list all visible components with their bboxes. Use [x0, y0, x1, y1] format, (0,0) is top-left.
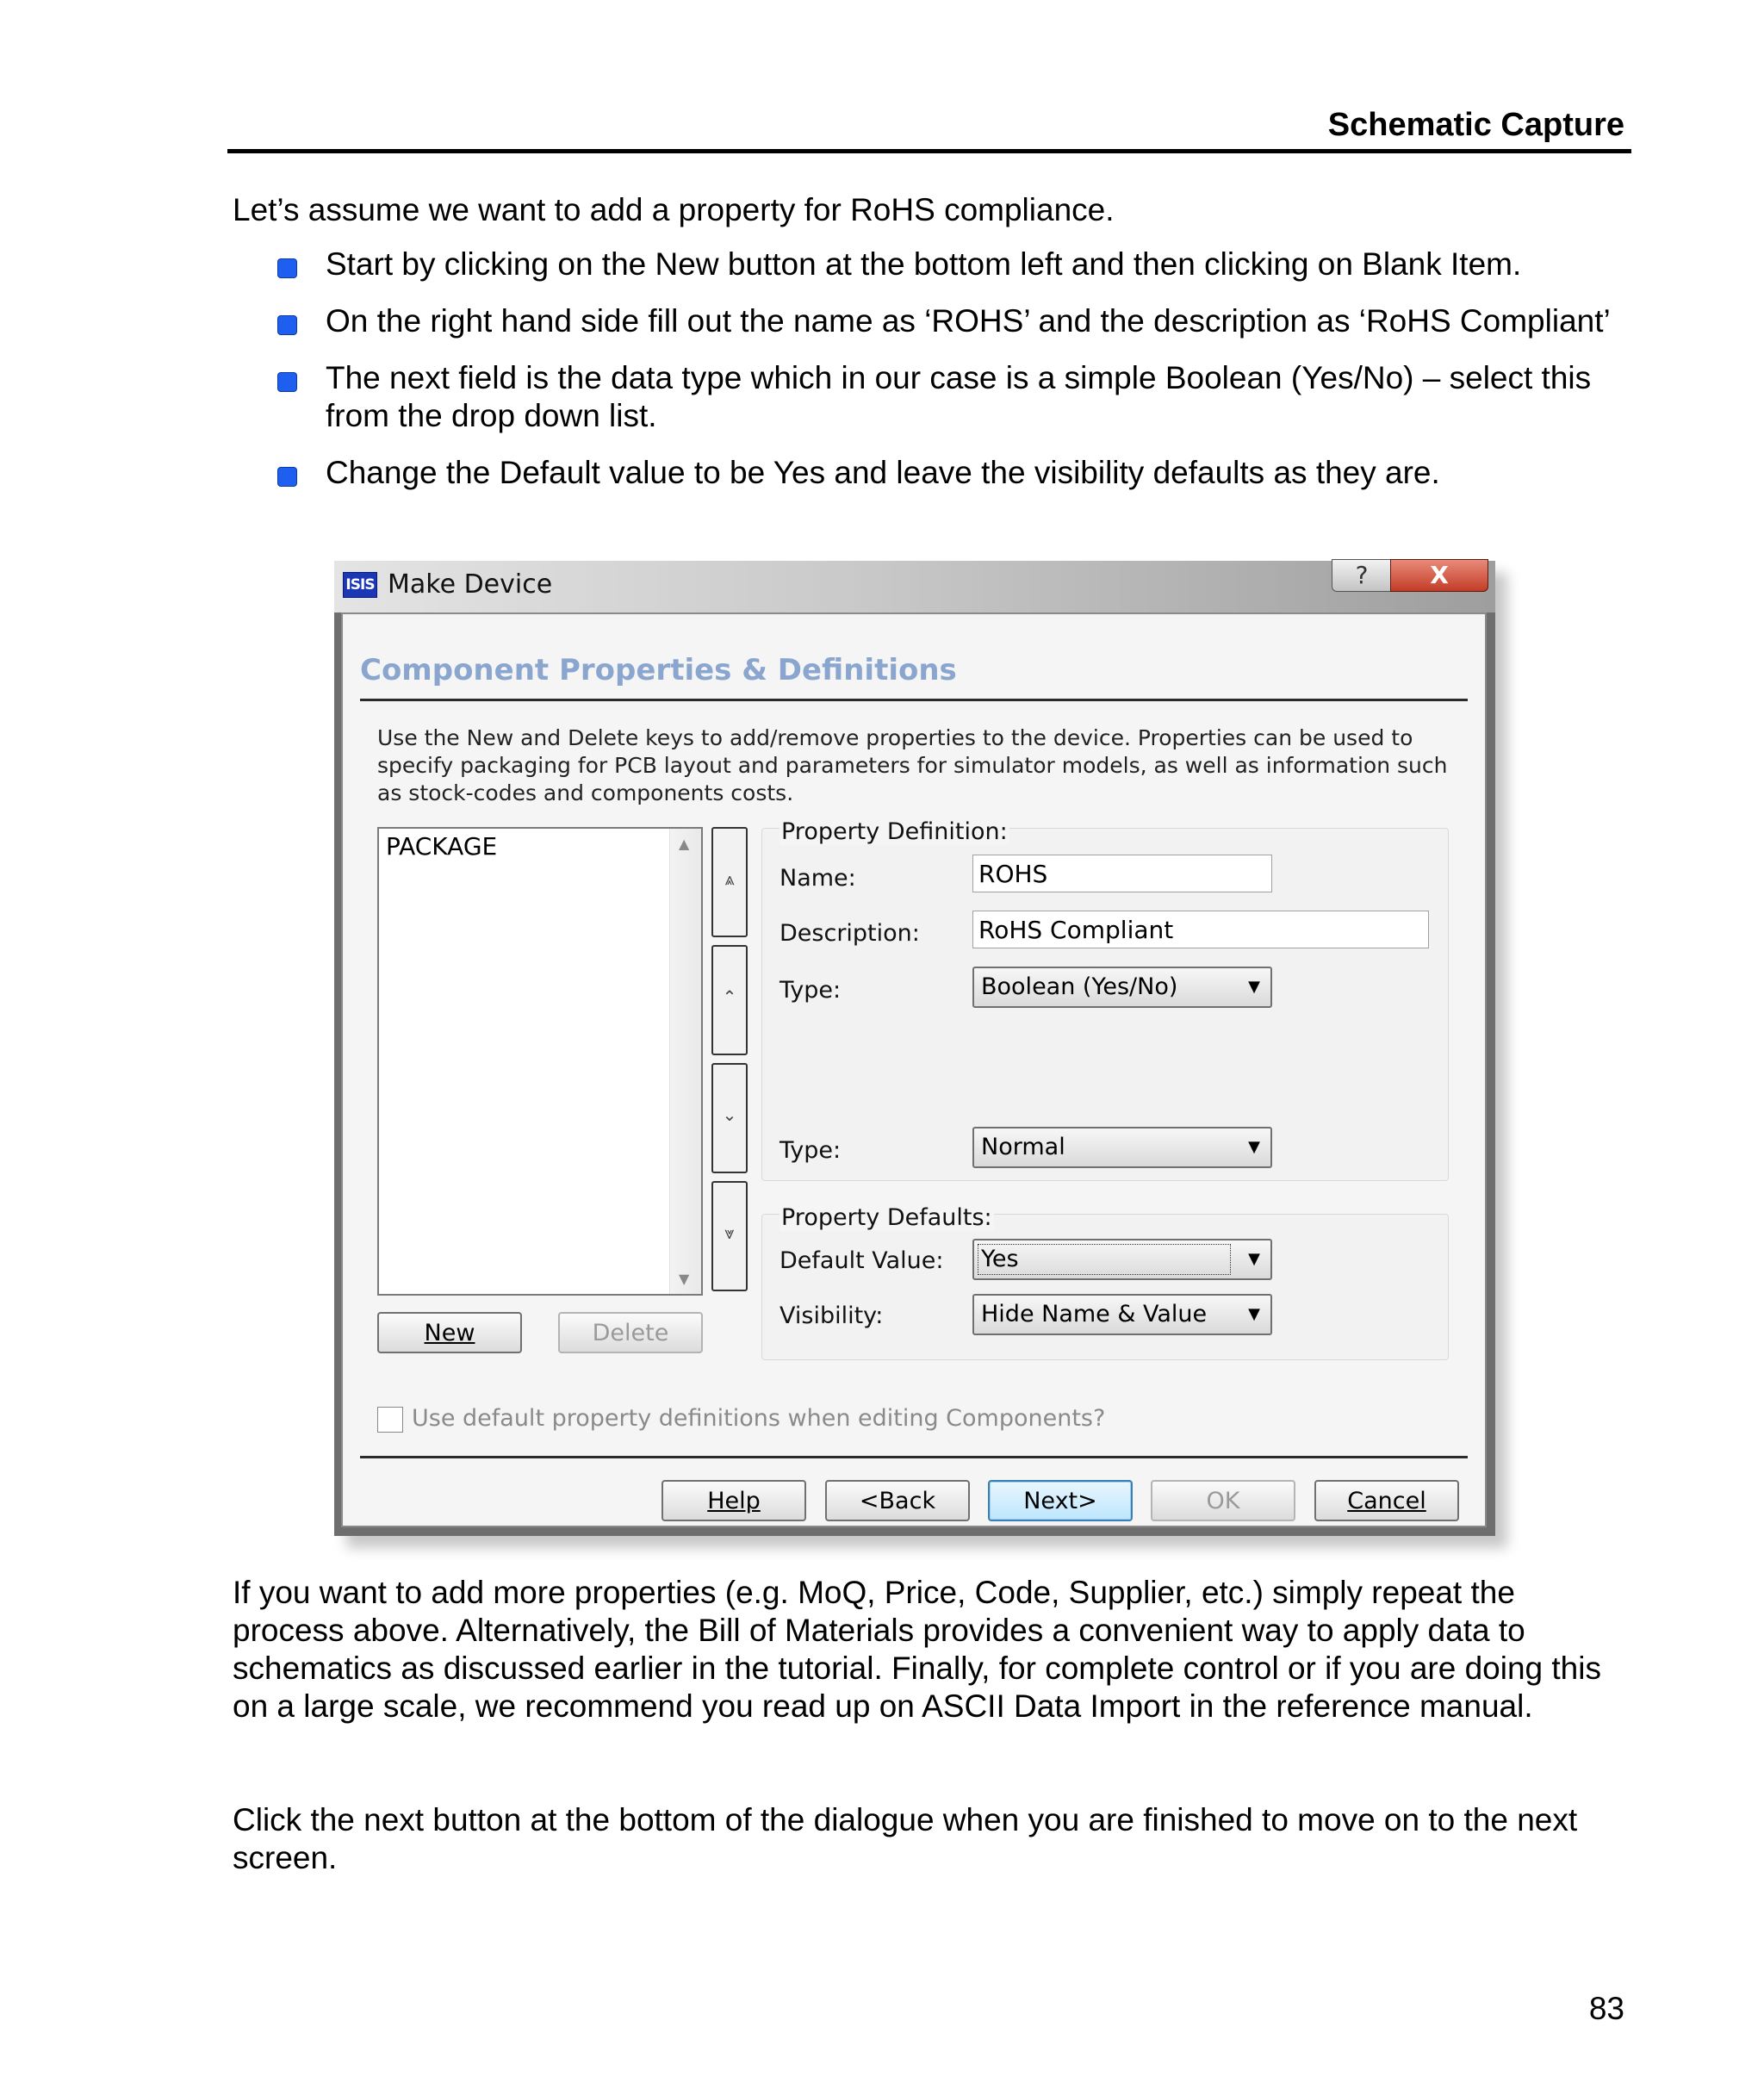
visibility-label: Visibility:: [780, 1303, 884, 1329]
move-down-button[interactable]: [711, 1063, 748, 1173]
move-up-icon: ⌃: [722, 986, 737, 1007]
body-paragraph-next-button: Click the next button at the bottom of the dialogue when you are finished to move on to the next screen.: [233, 1802, 1578, 1875]
property-defaults-group: [761, 1204, 1449, 1360]
header-rule: [227, 149, 1631, 153]
name-field[interactable]: ROHS: [972, 855, 1272, 892]
visibility-dropdown[interactable]: Hide Name & Value ▼: [972, 1294, 1272, 1335]
description-field[interactable]: RoHS Compliant: [972, 911, 1429, 948]
help-button[interactable]: Help: [662, 1480, 806, 1521]
bullet-icon: [277, 258, 297, 278]
default-value-label: Default Value:: [780, 1247, 944, 1274]
property-listbox[interactable]: [377, 827, 703, 1296]
default-value-dropdown[interactable]: Yes ▼: [972, 1239, 1272, 1280]
dialog-titlebar[interactable]: [334, 561, 1495, 612]
list-item: Change the Default value to be Yes and leave the visibility defaults as they are.: [274, 454, 1635, 492]
focus-rect: [978, 1244, 1231, 1275]
section-heading: Component Properties & Definitions: [360, 653, 957, 687]
move-down-icon: ⌄: [722, 1104, 737, 1125]
description-label: Description:: [780, 920, 920, 947]
delete-button[interactable]: Delete: [558, 1312, 703, 1353]
type-label: Type:: [780, 977, 842, 1004]
property-type-dropdown[interactable]: Normal ▼: [972, 1127, 1272, 1168]
dialog-body: [341, 612, 1487, 1527]
back-button[interactable]: <Back: [825, 1480, 970, 1521]
move-to-top-icon: ⩓: [724, 868, 735, 889]
bullet-icon: [277, 467, 297, 487]
name-label: Name:: [780, 865, 856, 892]
move-to-bottom-icon: ⩔: [724, 1222, 735, 1243]
bullet-icon: [277, 372, 297, 392]
property-definition-title: Property Definition:: [781, 818, 1008, 845]
data-type-dropdown[interactable]: Boolean (Yes/No) ▼: [972, 967, 1272, 1008]
instruction-list: [274, 246, 1635, 511]
cancel-button[interactable]: Cancel: [1314, 1480, 1459, 1521]
dropdown-arrow-icon: ▼: [1248, 978, 1260, 996]
type-label-2: Type:: [780, 1137, 842, 1164]
list-item: Start by clicking on the New button at the bottom left and then clicking on Blank Item.: [274, 246, 1635, 283]
scroll-down-icon[interactable]: ▼: [679, 1271, 690, 1287]
move-to-top-button[interactable]: [711, 827, 748, 937]
dropdown-arrow-icon: ▼: [1248, 1250, 1260, 1268]
dropdown-arrow-icon: ▼: [1248, 1305, 1260, 1323]
running-header: Schematic Capture: [1327, 107, 1624, 143]
window-title: Make Device: [388, 569, 553, 600]
ok-button[interactable]: OK: [1151, 1480, 1295, 1521]
property-defaults-title: Property Defaults:: [781, 1204, 992, 1231]
list-item: On the right hand side fill out the name as ‘ROHS’ and the description as ‘RoHS Compliant’: [274, 302, 1635, 340]
bullet-icon: [277, 315, 297, 335]
scroll-up-icon[interactable]: ▲: [679, 836, 690, 852]
heading-divider: [360, 699, 1468, 701]
close-button[interactable]: X: [1390, 559, 1488, 592]
footer-divider: [360, 1456, 1468, 1458]
dropdown-arrow-icon: ▼: [1248, 1138, 1260, 1156]
title-help-button[interactable]: ?: [1332, 559, 1392, 592]
intro-paragraph: Let’s assume we want to add a property for RoHS compliance.: [233, 192, 1115, 227]
list-item: The next field is the data type which in our case is a simple Boolean (Yes/No) – select this from the drop down list.: [274, 359, 1635, 435]
use-default-definitions-checkbox[interactable]: [377, 1407, 403, 1433]
dialog-help-text: Use the New and Delete keys to add/remove properties to the device. Properties can be used to specify packaging for PCB layout and parameters for simulator models, as well as information such as stock-codes and components costs.: [377, 725, 1448, 805]
new-button[interactable]: New: [377, 1312, 522, 1353]
use-default-definitions-label[interactable]: Use default property definitions when editing Components?: [412, 1405, 1106, 1432]
isis-app-icon: ISIS: [343, 572, 377, 598]
body-paragraph-more-properties: If you want to add more properties (e.g. MoQ, Price, Code, Supplier, etc.) simply repeat the process above. Alternatively, the Bill of Materials provides a convenient way to apply data to schematics as discussed earlier in the tutorial. Finally, for complete control or if you are doing this on a large scale, we recommend you read up on ASCII Data Import in the reference manual.: [233, 1575, 1601, 1724]
property-definition-group: [761, 818, 1449, 1181]
next-button[interactable]: Next>: [988, 1480, 1133, 1521]
make-device-dialog: [334, 561, 1495, 1536]
property-list-item[interactable]: PACKAGE: [386, 832, 498, 861]
move-up-button[interactable]: [711, 945, 748, 1055]
page-number: 83: [1588, 1991, 1624, 2026]
listbox-scrollbar[interactable]: [669, 829, 701, 1294]
move-to-bottom-button[interactable]: [711, 1181, 748, 1291]
